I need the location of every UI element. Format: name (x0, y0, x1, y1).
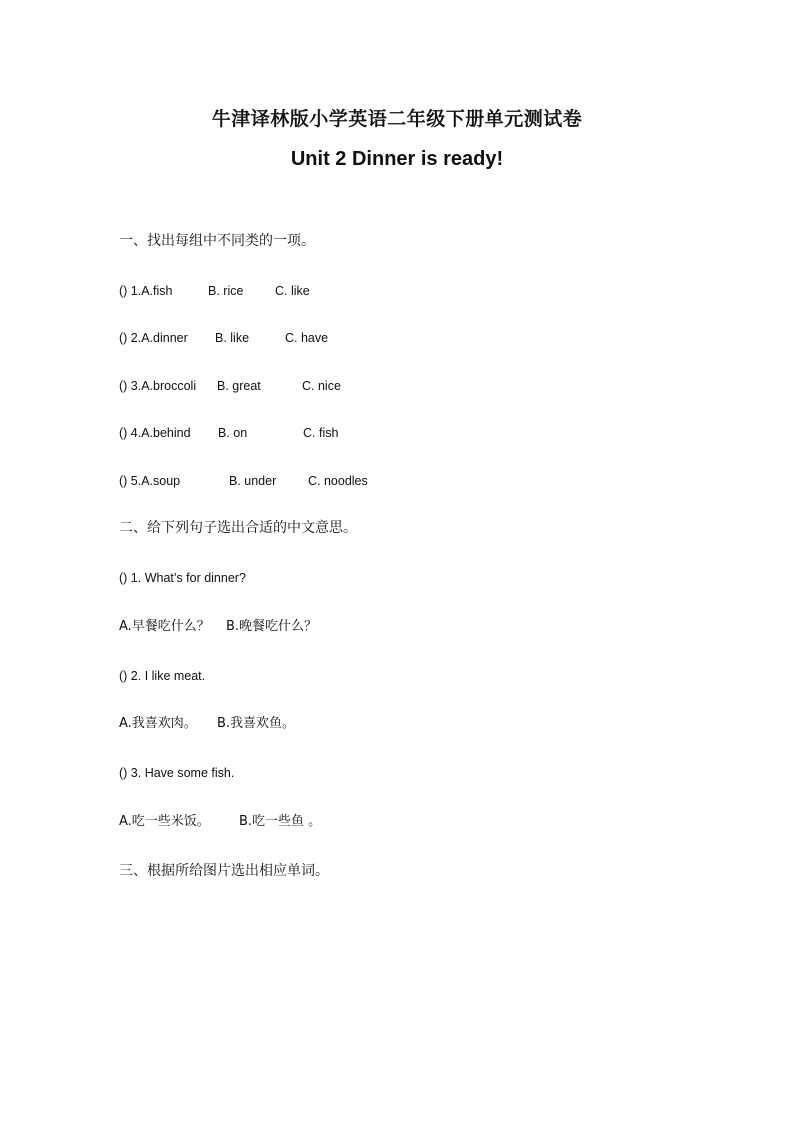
s1-q1-option-c: C. like (275, 284, 310, 298)
s1-q3-option-c: C. nice (302, 379, 341, 393)
section-1-heading: 一、找出每组中不同类的一项。 (119, 233, 315, 249)
s1-q5-option-c: C. noodles (308, 474, 368, 488)
page-title-chinese: 牛津译林版小学英语二年级下册单元测试卷 (211, 108, 583, 130)
s1-q4-option-b: B. on (218, 426, 248, 440)
section-2-heading: 二、给下列句子选出合适的中文意思。 (119, 520, 357, 536)
s1-q1-option-a: () 1.A.fish (119, 284, 173, 298)
s2-q3-option-b: B.吃一些鱼 。 (239, 814, 322, 829)
s2-q1-option-b: B.晚餐吃什么？ (226, 619, 318, 634)
s2-q2-option-b: B.我喜欢鱼。 (217, 716, 296, 731)
s2-question-2-prompt: () 2. I like meat. (119, 669, 206, 683)
s2-question-1-prompt: () 1. What’s for dinner? (119, 571, 246, 585)
s1-q3-option-a: () 3.A.broccoli (119, 379, 197, 393)
s2-q2-option-a: A.我喜欢肉。 (119, 716, 197, 731)
s1-q2-option-a: () 2.A.dinner (119, 331, 188, 345)
s2-question-3-prompt: () 3. Have some fish. (119, 766, 235, 780)
s1-q4-option-a: () 4.A.behind (119, 426, 191, 440)
s1-q2-option-c: C. have (285, 331, 329, 345)
s2-q1-option-a: A.早餐吃什么？ (119, 619, 210, 634)
s2-question-2-options (119, 715, 296, 733)
s1-q3-option-b: B. great (217, 379, 261, 393)
s1-question-1 (119, 282, 310, 300)
s2-question-3-options (119, 813, 322, 831)
s1-q5-option-b: B. under (229, 474, 277, 488)
s1-question-5 (119, 472, 368, 490)
s1-q1-option-b: B. rice (208, 284, 244, 298)
s1-question-3 (119, 377, 341, 395)
s1-q4-option-c: C. fish (303, 426, 339, 440)
section-3-heading: 三、根据所给图片选出相应单词。 (119, 863, 329, 879)
s1-q5-option-a: () 5.A.soup (119, 474, 181, 488)
s1-question-4 (119, 424, 339, 442)
s1-question-2 (119, 329, 329, 347)
s2-q3-option-a: A.吃一些米饭。 (119, 814, 210, 829)
page-title-unit: Unit 2 Dinner is ready! (290, 148, 504, 170)
s2-question-1-options (119, 618, 318, 636)
s1-q2-option-b: B. like (215, 331, 250, 345)
